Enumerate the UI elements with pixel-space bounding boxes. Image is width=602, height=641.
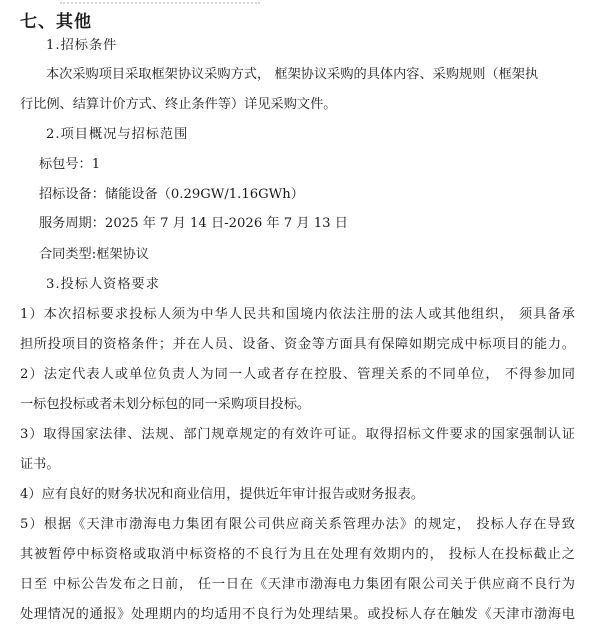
cut-off-previous-line (60, 0, 260, 4)
qualification-item-5-line-4: 处理情况的通报》处理期内的均适用不良行为处理结果。或投标人存在触发《天津市渤海电 (20, 607, 575, 622)
qualification-item-1-line-1: 1）本次招标要求投标人须为中华人民共和国境内依法注册的法人或其他组织， 须具备承 (20, 307, 575, 322)
qualification-item-2-line-1: 2）法定代表人或单位负责人为同一人或者存在控股、管理关系的不同单位， 不得参加同 (20, 367, 575, 382)
section-heading: 七、其他 (20, 12, 92, 32)
bidding-equipment: 招标设备：储能设备（0.29GW/1.16GWh） (39, 187, 304, 202)
qualification-item-3-line-1: 3）取得国家法律、法规、部门规章规定的有效许可证。取得招标文件要求的国家强制认证 (20, 427, 575, 442)
qualification-title: 3.投标人资格要求 (46, 277, 160, 292)
package-number: 标包号：1 (39, 157, 101, 172)
qualification-item-5-line-1: 5）根据《天津市渤海电力集团有限公司供应商关系管理办法》的规定， 投标人存在导致 (20, 517, 575, 532)
bidding-conditions-text-line-1: 本次采购项目采取框架协议采购方式， 框架协议采购的具体内容、采购规则（框架执 (46, 67, 539, 82)
bidding-conditions-title: 1.招标条件 (46, 38, 118, 53)
qualification-item-3-line-2: 证书。 (20, 457, 60, 472)
contract-type: 合同类型:框架协议 (39, 247, 149, 262)
qualification-item-4-line-1: 4）应有良好的财务状况和商业信用，提供近年审计报告或财务报表。 (20, 487, 425, 502)
qualification-item-2-line-2: 一标包投标或者未划分标包的同一采购项目投标。 (20, 397, 311, 412)
qualification-item-5-line-3: 日至 中标公告发布之日前， 任一日在《天津市渤海电力集团有限公司关于供应商不良行为 (20, 577, 575, 592)
service-period: 服务周期：2025 年 7 月 14 日-2026 年 7 月 13 日 (39, 216, 348, 231)
project-overview-title: 2.项目概况与招标范围 (46, 127, 189, 142)
bidding-conditions-text-line-2: 行比例、结算计价方式、终止条件等）详见采购文件。 (20, 97, 337, 112)
qualification-item-5-line-2: 其被暂停中标资格或取消中标资格的不良行为且在处理有效期内的， 投标人在投标截止之 (20, 547, 575, 562)
qualification-item-1-line-2: 担所投项目的资格条件；并在人员、设备、资金等方面具有保障如期完成中标项目的能力。 (20, 337, 575, 352)
